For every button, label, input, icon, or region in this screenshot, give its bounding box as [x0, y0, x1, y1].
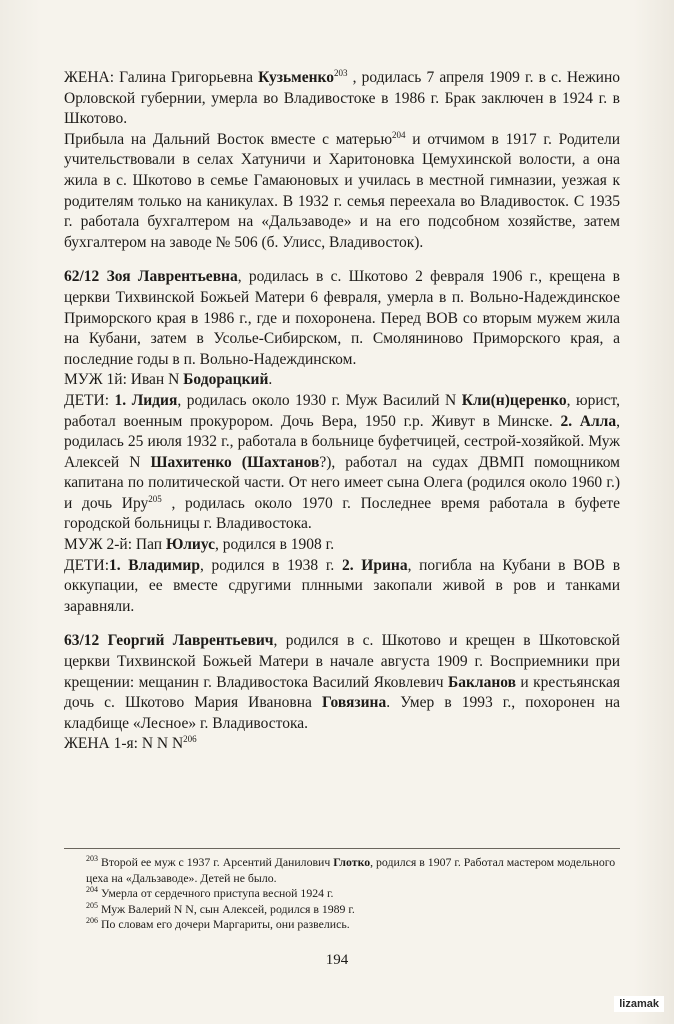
watermark: lizamak	[614, 996, 664, 1012]
footnotes	[64, 848, 620, 933]
text-run: и отчимом в 1917 г. Родители учительствовали в селах Хатуничи и Харитоновка Цемухинской волости, а она жила в с. Шкотово в семье Гамаюновых и училась в местной гимназии, уезжая к родителям только на каникулах. В 1932 г. семья переехала во Владивосток. С 1935 г. работала бухгалтером на «Дальзаводе» и на его подсобном хозяйстве, затем бухгалтером на заводе № 506 (б. Улисс, Владивосток).	[64, 130, 620, 251]
entry-62-12	[64, 267, 620, 617]
text-run: , родился в 1908 г.	[214, 536, 335, 554]
footnote-205	[64, 902, 620, 918]
husband1-line	[64, 370, 620, 391]
wife-paragraph	[64, 68, 620, 130]
surname: Кузьменко	[258, 69, 334, 86]
text-run: и крестьянская дочь с. Шкотово Мария Ивановна	[64, 673, 620, 712]
footnote-text: Муж Валерий N N, сын Алексей, родился в 1989 г.	[101, 901, 355, 916]
footnote-ref[interactable]: 205	[148, 493, 162, 504]
footnote-203	[64, 855, 620, 886]
child-name: 1. Владимир	[109, 556, 200, 574]
page-number: 194	[325, 952, 349, 968]
person-paragraph	[64, 631, 620, 734]
text-run: , родился в 1938 г.	[199, 556, 342, 574]
surname: Кли(н)церенко	[461, 391, 567, 409]
children2-paragraph	[64, 556, 620, 618]
text-run: ЖЕНА: Галина Григорьевна	[64, 69, 259, 86]
person-paragraph	[64, 267, 620, 370]
text-run: МУЖ 2-й: Пап	[64, 536, 166, 554]
wife-line	[64, 734, 620, 755]
footnote-ref[interactable]: 206	[183, 734, 197, 745]
footnote-number: 205	[86, 900, 98, 910]
child-name: 2. Алла	[560, 412, 617, 430]
text-run: МУЖ 1й: Иван N	[64, 371, 184, 389]
surname: Юлиус	[165, 536, 215, 554]
children-paragraph	[64, 391, 620, 535]
text-run: . Умер в 1993 г., похоронен на кладбище «Лесное» г. Владивостока.	[64, 694, 620, 732]
surname: Шахитенко (Шахтанов	[150, 453, 320, 471]
paragraph-gap	[64, 617, 620, 631]
footnote-ref[interactable]: 204	[392, 129, 406, 140]
footnote-204	[64, 886, 620, 902]
footnote-number: 204	[86, 885, 98, 895]
surname: Глотко	[333, 855, 371, 869]
footnote-number: 206	[86, 916, 98, 926]
footnote-text: Умерла от сердечного приступа весной 1924 г.	[101, 886, 334, 901]
footnote-text: , родился в 1907 г. Работал мастером модельного цеха на «Дальзаводе». Детей не было.	[86, 855, 616, 885]
surname: Говязина	[321, 694, 387, 712]
text-run: .	[268, 371, 273, 389]
text-run: ЖЕНА 1-я: N N N	[64, 735, 184, 753]
text-run: , родилась около 1970 г. Последнее время работала в буфете городской больницы г. Владивостока.	[64, 494, 620, 533]
main-text	[64, 68, 620, 755]
entry-heading: 63/12 Георгий Лаврентьевич	[64, 632, 274, 650]
surname: Бакланов	[447, 673, 517, 691]
text-run: , родилась около 1930 г. Муж Василий N	[177, 391, 462, 409]
text-run: , родилась 7 апреля 1909 г. в с. Нежино Орловской губернии, умерла во Владивостоке в 1986 г. Брак заключен в 1924 г. в Шкотово.	[64, 69, 620, 128]
arrival-paragraph	[64, 130, 620, 254]
husband2-line	[64, 535, 620, 556]
child-name: 2. Ирина	[341, 556, 408, 574]
footnote-number: 203	[86, 854, 98, 864]
text-run: Прибыла на Дальний Восток вместе с матерью	[64, 130, 393, 148]
surname: Бодорацкий	[183, 371, 269, 389]
footnote-206	[64, 917, 620, 933]
child-name: 1. Лидия	[114, 391, 178, 409]
entry-heading: 62/12 Зоя Лаврентьевна	[64, 268, 238, 286]
text-run: , родилась в с. Шкотово 2 февраля 1906 г., крещена в церкви Тихвинской Божьей Матери 6 февраля, умерла в п. Вольно-Надеждинское Приморского края в 1986 г., где и похоронена. Перед ВОВ со вторым мужем жила на Кубани, затем в Усолье-Сибирском, п. Смоляниново Приморского края, а последние годы в п. Вольно-Надеждинском.	[64, 268, 621, 368]
entry-63-12	[64, 631, 620, 755]
footnote-text: Второй ее муж с 1937 г. Арсентий Данилович	[101, 855, 334, 869]
text-run: ?), работал на судах ДВМП помощником капитана по политической части. От него имеет сына Олега (родился около 1960 г.) и дочь Иру	[64, 453, 620, 512]
paragraph-gap	[64, 253, 620, 267]
footnote-text: По словам его дочери Маргариты, они развелись.	[101, 917, 350, 932]
text-run: ДЕТИ:	[64, 391, 115, 409]
text-run: , погибла на Кубани в ВОВ в оккупации, ее вместе сдругими плнными закопали живой в ров и танками заравняли.	[64, 556, 621, 615]
text-run: , родилась 25 июля 1932 г., работала в больнице буфетчицей, сестрой-хозяйкой. Муж Алексей N	[64, 412, 620, 471]
footnote-ref[interactable]: 203	[333, 67, 348, 78]
text-run: ДЕТИ:	[64, 556, 110, 574]
text-run: , юрист, работал военным прокурором. Дочь Вера, 1950 г.р. Живут в Минске.	[64, 391, 621, 430]
wife-entry	[64, 68, 620, 253]
text-run: , родился в с. Шкотово и крещен в Шкотовской церкви Тихвинской Божьей Матери в начале августа 1909 г. Восприемники при крещении: мещанин г. Владивостока Василий Яковлевич	[64, 632, 620, 691]
